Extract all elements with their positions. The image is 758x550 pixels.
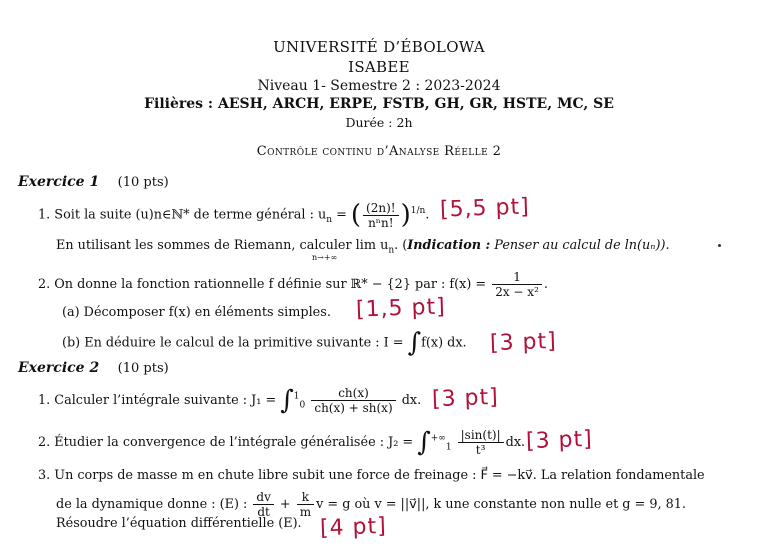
exercise1-points: (10 pts) [117,175,169,190]
ex1-q2a-grade: [1,5 pt] [355,294,447,323]
duration: Durée : 2h [345,115,413,130]
ex1-q2-fraction [492,270,542,299]
ex1-q2-frac-den: 2x − x² [495,285,539,299]
level-semester: Niveau 1- Semestre 2 : 2023-2024 [257,78,501,94]
exercise1-heading [18,174,169,190]
ex2-q2-frac-num: |sin(t)| [458,428,504,443]
ex2-q3-line3: Résoudre l’équation différentielle (E). [56,516,302,531]
ex2-q2-number: 2. [38,435,51,450]
ex2-q2-line: 2. Étudier la convergence de l’intégrale généralisée : $J_2 = \int^{+\infty}_1$ $\frac{|\sin(t)|}{\text{t³}}$ dx. [38,427,526,458]
ex1-q2-end: . [543,277,548,292]
ex1-q1-frac-num: (2n)! [363,201,399,216]
ex2-q1-text: Calculer l’intégrale suivante : J₁ = [54,393,281,408]
ex1-q1-riemann-text: En utilisant les sommes de Riemann, calculer lim u [56,238,389,253]
ex2-q1-grade: [3 pt] [431,384,500,413]
ex2-q2-grade: [3 pt] [525,426,594,455]
ex2-q2-frac-den: t³ [475,443,486,457]
ex1-q1-lim-under: n→+∞ [312,253,338,262]
ex2-q3-frac1-den: dt [257,505,270,519]
ex2-q1-line: 1. Calculer l’intégrale suivante : J₁ = ∫$^1_0$ $\frac{ch(x)}{ch(x) + sh(x)}$ dx. [38,385,422,416]
ex1-q1-subindex: n [326,215,333,226]
ex1-q2-frac-num: 1 [492,270,542,285]
ex2-q1-end: dx. [401,393,422,408]
exercise2-points: (10 pts) [117,361,169,376]
ex1-q1-set: )n∈ℕ* [148,207,190,223]
ex2-q3-number: 3. [38,468,51,483]
ex2-q1-number: 1. [38,393,51,408]
ex2-q3-line1 [38,468,705,483]
ex2-q2-fraction [458,428,504,457]
ex1-q1-hint-text: Penser au calcul de ln(uₙ)). [490,238,670,253]
exam-title: Contrôle continu d’Analyse Réelle 2 [256,144,502,159]
ex2-q3-grade: [4 pt] [319,513,388,542]
ex1-q1-grade: [5,5 pt] [439,194,531,223]
ex2-q3-plus: + [275,497,295,512]
university-name: UNIVERSITÉ D’ÉBOLOWA [273,38,485,56]
ex1-q2b-text: (b) En déduire le calcul de la primitive suivante : I = [62,335,408,351]
ex2-q3-frac1 [253,490,273,519]
ex1-q1-fraction [363,201,399,230]
exercise1-name: Exercice 1 [18,174,100,190]
ex1-q1-hint-label: Indication : [407,238,491,253]
ex2-q3-frac2-num: k [297,490,314,505]
ex2-q2-lower: 1 [445,442,452,453]
ex1-q1-line2: En utilisant les sommes de Riemann, calculer $\lim u_n$. (Indication : Penser au calcul de ln(uₙ)). [56,238,670,256]
ex1-q2-text: On donne la fonction rationnelle f définie sur ℝ* − {2} par : f(x) = [54,277,491,292]
ex1-q1-frac-den: nⁿn! [368,215,394,230]
ex1-q1-text-mid: de terme général : u [189,207,327,223]
ex1-q1-hint-open: ( [402,238,408,253]
ex1-q2-line [38,270,548,299]
ex2-q2-end: dx. [505,435,526,450]
ex2-q1-lower: 0 [299,400,306,411]
ex2-q3-line1-text: Un corps de masse m en chute libre subit une force de freinage : F⃗ = −kv⃗. La relation fondamentale [54,468,705,483]
ex2-q3-frac2-den: m [299,505,312,519]
ex2-q1-fraction [311,386,395,415]
ex2-q2-upper: +∞ [430,433,446,444]
ex2-q3-line2-a: de la dynamique donne : (E) : [56,497,252,512]
ex2-q1-frac-num: ch(x) [311,386,395,401]
ex1-q1-number: 1. [38,207,51,223]
ex2-q1-frac-den: ch(x) + sh(x) [314,401,393,415]
ex2-q3-line2-b: v = g où v = ||v⃗||, k une constante non nulle et g = 9, 81. [316,497,686,512]
ex1-q2a: (a) Décomposer f(x) en éléments simples. [62,305,331,320]
programs: Filières : AESH, ARCH, ERPE, FSTB, GH, GR, HSTE, MC, SE [144,96,614,112]
ex1-q2-number: 2. [38,277,51,292]
exercise2-name: Exercice 2 [18,360,100,376]
ex2-q1-upper: 1 [293,391,300,402]
ex2-q3-frac2 [297,490,314,519]
ex1-q1-line1: 1. Soit la suite (u)n∈ℕ* de terme général : $u_n$ = ( $\frac{(2n)!}{\text{nⁿn!}}$ )$^{1/n}$. [38,200,430,230]
exercise2-heading [18,360,169,376]
ex1-q2b-grade: [3 pt] [489,328,558,357]
ex1-q2b: (b) En déduire le calcul de la primitive suivante : I = ∫f(x) dx. [62,328,467,358]
school-name: ISABEE [348,58,410,76]
ex2-q3-frac1-num: dv [253,490,273,505]
ex1-q1-text-before: Soit la suite (u [54,207,149,223]
speck [718,244,721,247]
ex1-q2b-integrand: f(x) dx. [421,335,467,351]
ex1-q1-power: 1/n [410,206,426,217]
ex2-q2-text: Étudier la convergence de l’intégrale généralisée : J₂ = [54,435,418,450]
ex1-q1-eq: = [332,207,351,223]
